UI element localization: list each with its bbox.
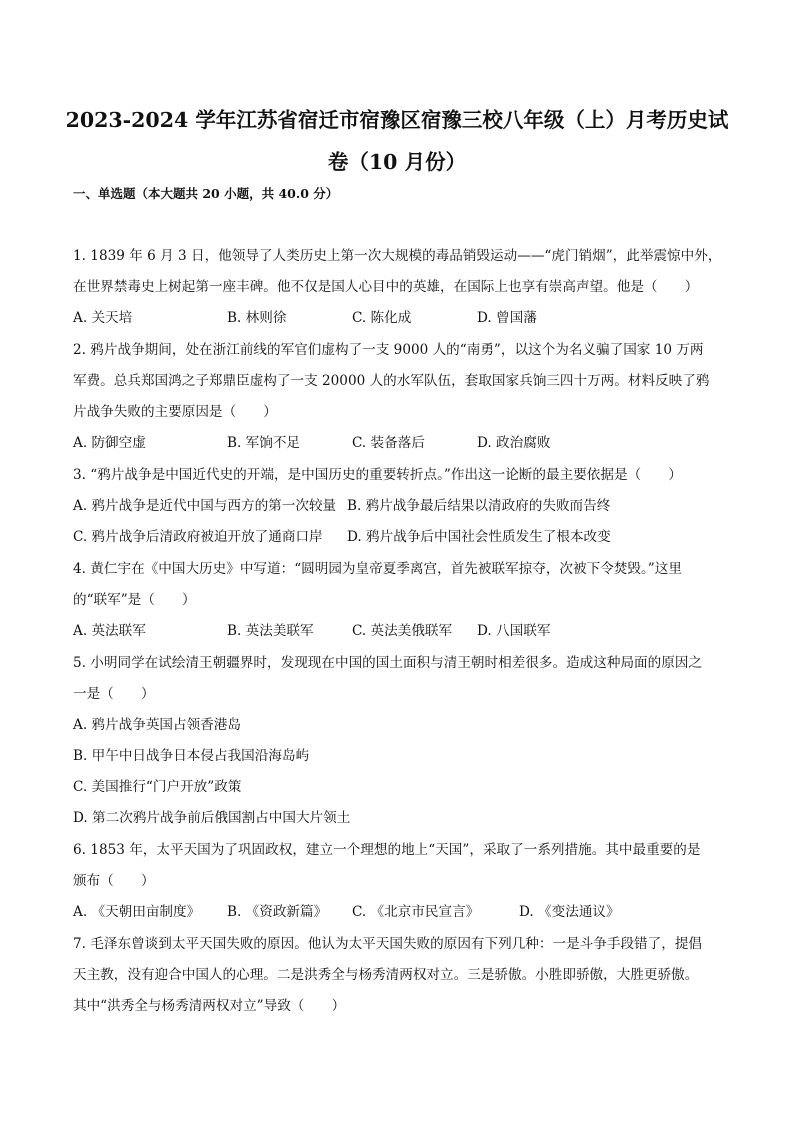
question-4-line-1: 4. 黄仁宇在《中国大历史》中写道：“圆明园为皇帝夏季离宫，首先被联军掠夺，次被下令焚毁。”这里 xyxy=(73,561,682,577)
question-2-option-a[interactable]: A. 防御空虚 xyxy=(73,435,146,451)
question-2-option-c[interactable]: C. 装备落后 xyxy=(352,435,425,451)
question-5-option-d[interactable]: D. 第二次鸦片战争前后俄国割占中国大片领土 xyxy=(73,810,351,826)
page-title: 2023-2024 学年江苏省宿迁市宿豫区宿豫三校八年级（上）月考历史试 xyxy=(65,108,729,132)
question-7-line-1: 7. 毛泽东曾谈到太平天国失败的原因。他认为太平天国失败的原因有下列几种：一是斗争手段错了，提倡 xyxy=(73,936,703,952)
question-6-option-a[interactable]: A. 《天朝田亩制度》 xyxy=(73,904,201,920)
question-3-option-d[interactable]: D. 鸦片战争后中国社会性质发生了根本改变 xyxy=(347,529,611,545)
question-6-line-2: 颁布（ ） xyxy=(73,873,155,889)
question-2-line-2: 军费。总兵郑国鸿之子郑鼎臣虚构了一支 20000 人的水军队伍，套取国家兵饷三四十万两。材料反映了鸦 xyxy=(73,373,710,389)
question-2-line-3: 片战争失败的主要原因是（ ） xyxy=(73,404,277,420)
question-2-line-1: 2. 鸦片战争期间，处在浙江前线的军官们虚构了一支 9000 人的“南勇”，以这个为名义骗了国家 10 万两 xyxy=(73,342,704,358)
question-6-option-d[interactable]: D. 《变法通议》 xyxy=(519,904,620,920)
question-6-line-1: 6. 1853 年，太平天国为了巩固政权，建立一个理想的地上“天国”，采取了一系列措施。其中最重要的是 xyxy=(73,842,701,858)
question-1-line-2: 在世界禁毒史上树起第一座丰碑。他不仅是国人心目中的英雄，在国际上也享有崇高声望。他是（ ） xyxy=(73,279,699,295)
question-3-option-a[interactable]: A. 鸦片战争是近代中国与西方的第一次较量 xyxy=(73,498,337,514)
question-1-option-b[interactable]: B. 林则徐 xyxy=(227,310,287,326)
question-7-line-3: 其中“洪秀全与杨秀清两权对立”导致（ ） xyxy=(73,998,346,1014)
question-3-line-1: 3. “鸦片战争是中国近代史的开端，是中国历史的重要转折点。”作出这一论断的最主要依据是（ ） xyxy=(73,467,682,483)
question-6-option-c[interactable]: C. 《北京市民宣言》 xyxy=(352,904,480,920)
question-5-option-a[interactable]: A. 鸦片战争英国占领香港岛 xyxy=(73,717,241,733)
question-7-line-2: 天主教，没有迎合中国人的心理。二是洪秀全与杨秀清两权对立。三是骄傲。小胜即骄傲，大胜更骄傲。 xyxy=(73,967,699,983)
question-1-option-a[interactable]: A. 关天培 xyxy=(73,310,133,326)
question-1-line-1: 1. 1839 年 6 月 3 日，他领导了人类历史上第一次大规模的毒品销毁运动——“虎门销烟”，此举震惊中外， xyxy=(73,248,722,264)
question-1-option-d[interactable]: D. 曾国藩 xyxy=(477,310,537,326)
question-5-option-c[interactable]: C. 美国推行“门户开放”政策 xyxy=(73,779,242,795)
section-heading: 一、单选题（本大题共 20 小题，共 40.0 分） xyxy=(73,186,339,201)
question-5-line-2: 一是（ ） xyxy=(73,686,155,702)
question-2-option-d[interactable]: D. 政治腐败 xyxy=(477,435,551,451)
question-3-option-b[interactable]: B. 鸦片战争最后结果以清政府的失败而告终 xyxy=(347,498,611,514)
question-2-option-b[interactable]: B. 军饷不足 xyxy=(227,435,301,451)
page-title-continued: 卷（10 月份） xyxy=(327,150,467,174)
question-6-option-b[interactable]: B. 《资政新篇》 xyxy=(227,904,328,920)
question-4-option-b[interactable]: B. 英法美联军 xyxy=(227,623,314,639)
question-5-option-b[interactable]: B. 甲午中日战争日本侵占我国沿海岛屿 xyxy=(73,748,310,764)
question-5-line-1: 5. 小明同学在试绘清王朝疆界时，发现现在中国的国土面积与清王朝时相差很多。造成这种局面的原因之 xyxy=(73,655,703,671)
question-3-option-c[interactable]: C. 鸦片战争后清政府被迫开放了通商口岸 xyxy=(73,529,323,545)
question-4-option-d[interactable]: D. 八国联军 xyxy=(477,623,551,639)
question-4-line-2: 的“联军”是（ ） xyxy=(73,592,196,608)
question-4-option-a[interactable]: A. 英法联军 xyxy=(73,623,146,639)
question-4-option-c[interactable]: C. 英法美俄联军 xyxy=(352,623,453,639)
question-1-option-c[interactable]: C. 陈化成 xyxy=(352,310,412,326)
